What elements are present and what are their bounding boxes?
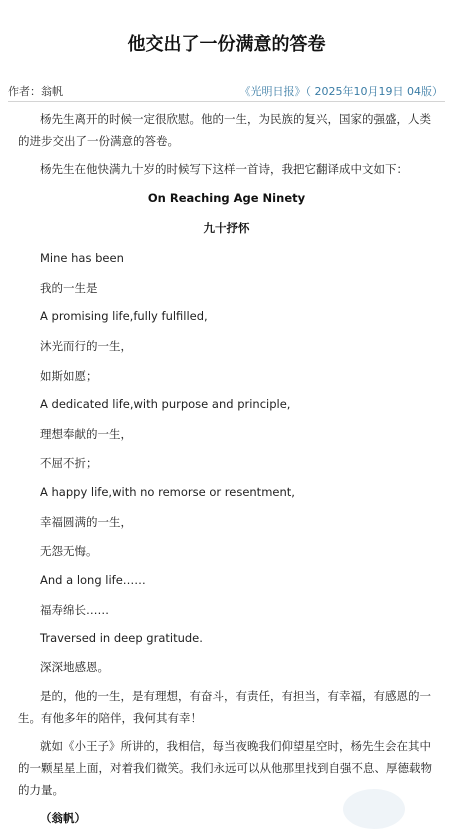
poem-line: 沐光而行的一生， [40, 339, 132, 353]
paragraph-closing: 就如《小王子》所讲的，我相信，每当夜晚我们仰望星空时，杨先生会在其中的一颗星星上面，对着我们微笑。我们永远可以从他那里找到自强不息、厚德载物的力量。 [18, 739, 432, 797]
poem-line: 幸福圆满的一生， [40, 515, 132, 529]
paragraph-translation-note: 杨先生在他快满九十岁的时候写下这样一首诗，我把它翻译成中文如下： [40, 162, 408, 176]
paragraph-reflection: 是的，他的一生，是有理想，有奋斗，有责任，有担当，有幸福，有感恩的一生。有他多年的陪伴，我何其有幸！ [18, 689, 431, 725]
poem-line: 无怨无悔。 [40, 544, 98, 558]
divider [8, 101, 445, 102]
watermark-logo [343, 789, 405, 829]
poem-line: Traversed in deep gratitude. [40, 631, 203, 645]
paragraph-intro: 杨先生离开的时候一定很欣慰。他的一生，为民族的复兴，国家的强盛，人类的进步交出了一份满意的答卷。 [18, 112, 431, 148]
poem-line: 我的一生是 [40, 281, 98, 295]
poem-line: 福寿绵长…… [40, 603, 109, 617]
source-link[interactable]: 《光明日报》（ 2025年10月19日 04版） [239, 85, 443, 98]
poem-line: And a long life…… [40, 573, 146, 587]
signature: （翁帆） [40, 811, 86, 825]
poem-line: 理想奉献的一生， [40, 427, 132, 441]
article-meta [8, 83, 443, 99]
poem-line: A promising life,fully fulfilled, [40, 309, 208, 323]
poem-line: Mine has been [40, 251, 124, 265]
poem-line: 如斯如愿； [40, 369, 98, 383]
poem-line: 不屈不折； [40, 456, 98, 470]
poem-line: A happy life,with no remorse or resentment, [40, 485, 295, 499]
poem-title-en: On Reaching Age Ninety [147, 191, 306, 205]
poem-line: A dedicated life,with purpose and principle, [40, 397, 291, 411]
author-label: 作者：翁帆 [8, 85, 63, 98]
article-title: 他交出了一份满意的答卷 [127, 34, 326, 55]
poem-title-cn: 九十抒怀 [203, 221, 250, 235]
poem-line: 深深地感恩。 [40, 660, 109, 674]
